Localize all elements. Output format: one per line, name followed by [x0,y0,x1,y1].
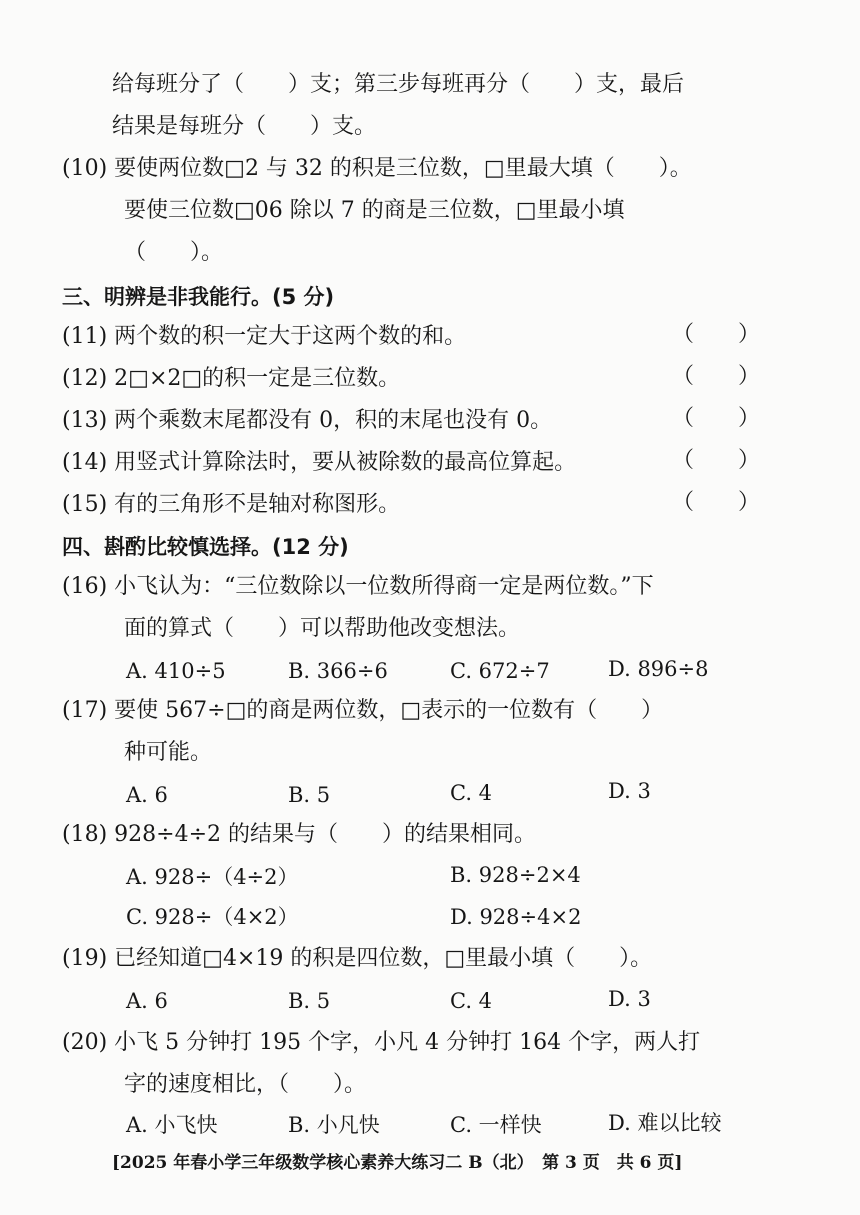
option-d[interactable]: D. 难以比较 [608,1111,722,1135]
question-19: (19) 已经知道□4×19 的积是四位数，□里最小填（ ）。 [62,946,653,971]
option-b[interactable]: B. 928÷2×4 [450,863,581,887]
text-line: 要使三位数□06 除以 7 的商是三位数，□里最小填 [124,198,625,223]
option-a[interactable]: A. 6 [126,783,168,807]
section-4-heading: 四、斟酌比较慎选择。(12 分) [62,535,349,559]
question-text: 2□×2□的积一定是三位数。 [114,366,401,391]
option-b[interactable]: B. 小凡快 [288,1113,380,1137]
option-a[interactable]: A. 6 [126,989,168,1013]
text-line: 给每班分了（ ）支；第三步每班再分（ ）支，最后 [112,72,685,97]
answer-paren[interactable]: （ ） [672,448,761,473]
question-20: (20) 小飞 5 分钟打 195 个字，小凡 4 分钟打 164 个字，两人打 [62,1030,701,1055]
option-b[interactable]: B. 5 [288,989,331,1013]
text-line: 字的速度相比，（ ）。 [124,1072,367,1097]
question-number: (13) [62,408,108,433]
option-d[interactable]: D. 896÷8 [608,657,709,681]
question-text: 用竖式计算除法时，要从被除数的最高位算起。 [114,450,577,475]
question-10-line: (10) 要使两位数□2 与 32 的积是三位数，□里最大填（ ）。 [62,156,692,181]
question-text: 两个数的积一定大于这两个数的和。 [114,324,467,349]
option-a[interactable]: A. 410÷5 [126,659,226,683]
question-number: (11) [62,324,108,349]
question-14 [62,448,576,478]
question-number: (15) [62,492,108,517]
option-b[interactable]: B. 366÷6 [288,659,388,683]
section-3-heading: 三、明辨是非我能行。(5 分) [62,285,335,309]
option-c[interactable]: C. 一样快 [450,1113,542,1137]
option-c[interactable]: C. 4 [450,781,493,805]
text-line: 面的算式（ ）可以帮助他改变想法。 [124,616,521,641]
question-text: 有的三角形不是轴对称图形。 [114,492,401,517]
option-d[interactable]: D. 928÷4×2 [450,905,582,929]
option-d[interactable]: D. 3 [608,987,651,1011]
question-number: (12) [62,366,108,391]
answer-paren[interactable]: （ ） [672,406,761,431]
option-c[interactable]: C. 672÷7 [450,659,550,683]
question-17: (17) 要使 567÷□的商是两位数，□表示的一位数有（ ） [62,698,664,723]
question-18: (18) 928÷4÷2 的结果与（ ）的结果相同。 [62,822,537,847]
question-12 [62,364,400,394]
answer-paren[interactable]: （ ） [672,322,761,347]
text-line: 结果是每班分（ ）支。 [112,114,377,139]
answer-paren[interactable]: （ ） [672,490,761,515]
option-a[interactable]: A. 928÷（4÷2） [126,865,299,889]
text-line: （ ）。 [124,240,224,265]
question-16: (16) 小飞认为：“三位数除以一位数所得商一定是两位数。”下 [62,574,654,599]
question-text: 两个乘数末尾都没有 0，积的末尾也没有 0。 [114,408,553,433]
question-13 [62,406,552,436]
page-footer: [2025 年春小学三年级数学核心素养大练习二 B（北） 第 3 页 共 6 页] [112,1153,683,1173]
question-11 [62,322,466,352]
question-15 [62,490,400,520]
option-c[interactable]: C. 4 [450,989,493,1013]
answer-paren[interactable]: （ ） [672,364,761,389]
option-b[interactable]: B. 5 [288,783,331,807]
option-d[interactable]: D. 3 [608,779,651,803]
option-a[interactable]: A. 小飞快 [126,1113,218,1137]
question-number: (14) [62,450,108,475]
text-line: 种可能。 [124,740,213,765]
option-c[interactable]: C. 928÷（4×2） [126,905,299,929]
